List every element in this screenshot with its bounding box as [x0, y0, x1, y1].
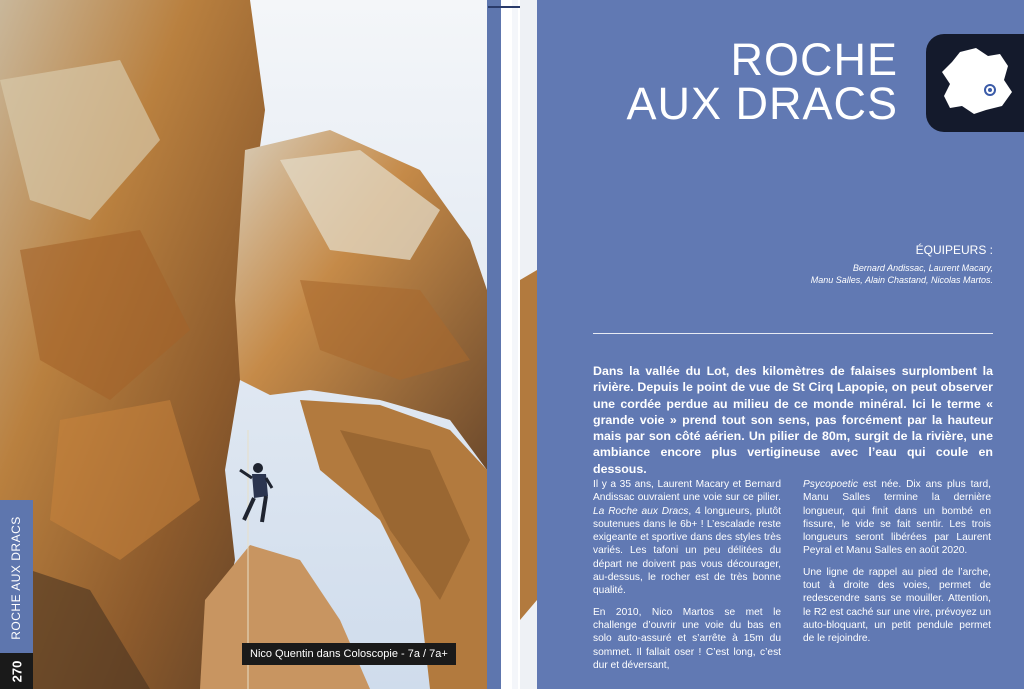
text-run: Il y a 35 ans, Laurent Macary et Bernard Andissac ouvraient une voie sur ce pilier. — [593, 479, 781, 504]
text-run: , 4 longueurs, plutôt soutenues dans le 6b+ ! L’escalade reste exigeante et sportive dans des styles très variés. Les tafoni un peu délitées du départ ne doivent pas vous décourager, au-dessus, le rocher est de très bonne qualité. — [593, 505, 781, 597]
region-map-badge — [926, 34, 1024, 132]
climbing-photo — [0, 0, 487, 689]
gutter-light-strip — [512, 0, 518, 689]
body-column-2 — [803, 478, 991, 654]
equipeurs-line-2: Manu Salles, Alain Chastand, Nicolas Martos. — [810, 275, 993, 285]
body-column-1 — [593, 478, 781, 680]
body-paragraph — [803, 478, 991, 558]
route-name: Psycopoetic — [803, 479, 858, 490]
text-run: est née. Dix ans plus tard, Manu Salles termine la dernière longueur, qui finit dans un bombé en fissure, le vide se fait sentir. Les trois longueurs seront libérées par Laurent Peyral et Manu Salles en août 2020. — [803, 479, 991, 557]
body-paragraph: En 2010, Nico Martos se met le challenge d’ouvrir une voie du bas en solo auto-assuré et s’arrête à 15m du sommet. Il fallait oser ! C’est long, c’est dur et déversant, — [593, 606, 781, 671]
page-number: 270 — [8, 660, 24, 682]
title-line-1: ROCHE — [730, 34, 898, 85]
body-paragraph: Une ligne de rappel au pied de l’arche, tout à droite des voies, permet de redescendre sans se mouiller. Attention, le R2 est caché sur une vire, prévoyez un auto-bloquant, un petit pendule permet de le rejoindre. — [803, 566, 991, 645]
chapter-side-label: ROCHE AUX DRACS — [9, 516, 23, 640]
chapter-side-tab — [0, 500, 33, 689]
title-line-2: AUX DRACS — [626, 78, 898, 129]
gutter-blue-strip — [487, 0, 501, 689]
rock-arch-illustration — [0, 0, 487, 689]
equipeurs-line-1: Bernard Andissac, Laurent Macary, — [852, 263, 993, 273]
equipeurs-heading: ÉQUIPEURS : — [915, 243, 993, 257]
page-number-box — [0, 653, 33, 689]
equipeurs-names — [733, 262, 993, 286]
body-paragraph — [593, 478, 781, 598]
route-name: La Roche aux Dracs — [593, 505, 689, 517]
intro-paragraph: Dans la vallée du Lot, des kilomètres de falaises surplombent la rivière. Depuis le point de vue de St Cirq Lapopie, on peut observer une cordée perdue au milieu de ce monde minéral. Ici le terme « grande voie » prend tout son sens, pas forcément par la hauteur mais par son côté aérien. Un pilier de 80m, surgit de la rivière, une ambiance encore plus vertigineuse avec l’eau qui coule en dessous. — [593, 364, 993, 476]
region-map-with-location-pin-icon — [938, 46, 1014, 116]
photo-slice — [520, 0, 537, 689]
photo-caption: Nico Quentin dans Coloscopie - 7a / 7a+ — [242, 643, 456, 665]
page-title — [626, 34, 898, 129]
section-divider — [593, 333, 993, 334]
